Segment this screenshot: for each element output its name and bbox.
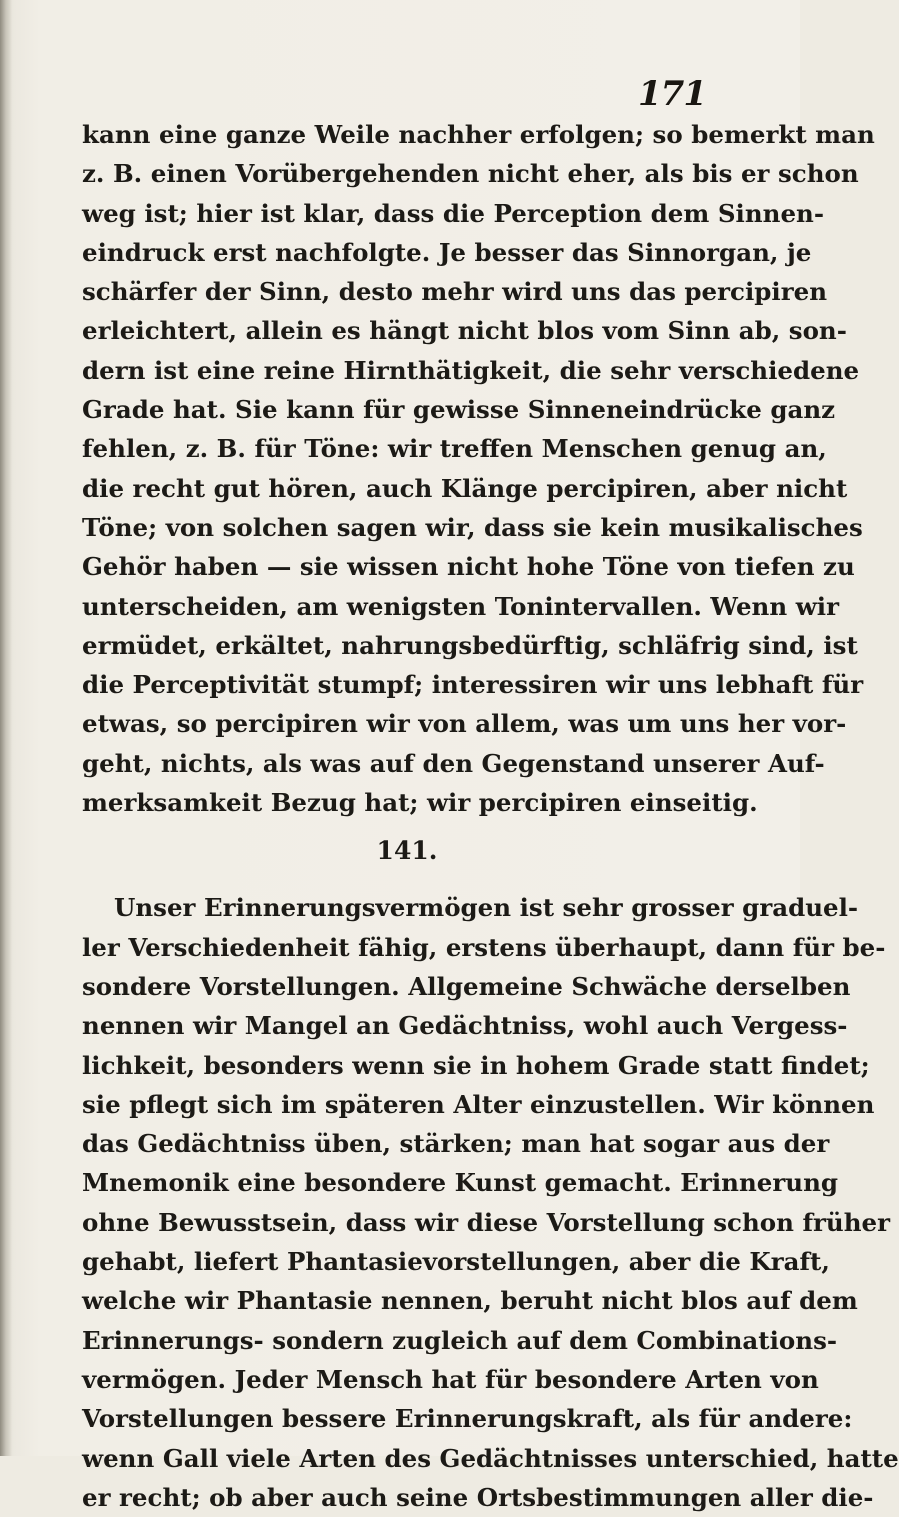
text-line: weg ist; hier ist klar, dass die Perception dem Sinnen- <box>82 198 825 228</box>
text-line: erleichtert, allein es hängt nicht blos vom Sinn ab, son- <box>82 316 847 346</box>
text-line: ler Verschiedenheit fähig, erstens überhaupt, dann für be- <box>82 932 886 962</box>
text-line: Töne; von solchen sagen wir, dass sie kein musikalisches <box>82 512 863 542</box>
text-line: wenn Gall viele Arten des Gedächtnisses unterschied, hatte <box>82 1443 899 1473</box>
text-line: z. B. einen Vorübergehenden nicht eher, als bis er schon <box>82 159 859 189</box>
text-line: Grade hat. Sie kann für gewisse Sinneneindrücke ganz <box>82 395 836 425</box>
text-line: die Perceptivität stumpf; interessiren wir uns lebhaft für <box>82 670 864 700</box>
text-line: Unser Erinnerungsvermögen ist sehr grosser graduel- <box>114 893 859 923</box>
heading-spacer <box>82 880 722 888</box>
text-line: ermüdet, erkältet, nahrungsbedürftig, schläfrig sind, ist <box>82 630 858 660</box>
text-line: welche wir Phantasie nennen, beruht nicht blos auf dem <box>82 1286 858 1316</box>
text-line: etwas, so percipiren wir von allem, was um uns her vor- <box>82 709 847 739</box>
text-line: geht, nichts, als was auf den Gegenstand unserer Auf- <box>82 748 825 778</box>
text-line: ohne Bewusstsein, dass wir diese Vorstellung schon früher <box>82 1207 891 1237</box>
paragraph-2 <box>82 888 899 1517</box>
text-line: Mnemonik eine besondere Kunst gemacht. Erinnerung <box>82 1168 839 1198</box>
text-line: die recht gut hören, auch Klänge percipiren, aber nicht <box>82 473 848 503</box>
text-line: das Gedächtniss üben, stärken; man hat sogar aus der <box>82 1129 830 1159</box>
text-line: sie pflegt sich im späteren Alter einzustellen. Wir können <box>82 1089 875 1119</box>
text-line: lichkeit, besonders wenn sie in hohem Grade statt findet; <box>82 1050 870 1080</box>
text-line: schärfer der Sinn, desto mehr wird uns das percipiren <box>82 277 828 307</box>
text-line: eindruck erst nachfolgte. Je besser das Sinnorgan, je <box>82 237 812 267</box>
text-line: unterscheiden, am wenigsten Tonintervallen. Wenn wir <box>82 591 839 621</box>
page-number: 171 <box>638 74 706 114</box>
text-line: sondere Vorstellungen. Allgemeine Schwäche derselben <box>82 971 851 1001</box>
text-line: Vorstellungen bessere Erinnerungskraft, als für andere: <box>82 1404 853 1434</box>
body-text <box>82 115 899 1517</box>
text-line: Erinnerungs- sondern zugleich auf dem Combinations- <box>82 1325 838 1355</box>
text-line: fehlen, z. B. für Töne: wir treffen Menschen genug an, <box>82 434 827 464</box>
text-line: vermögen. Jeder Mensch hat für besondere Arten von <box>82 1364 819 1394</box>
text-line: gehabt, liefert Phantasievorstellungen, aber die Kraft, <box>82 1247 830 1277</box>
text-line: er recht; ob aber auch seine Ortsbestimmungen aller die- <box>82 1482 874 1512</box>
text-line: merksamkeit Bezug hat; wir percipiren einseitig. <box>82 788 758 818</box>
paragraph-1 <box>82 115 875 822</box>
section-number-heading: 141. <box>376 836 438 866</box>
text-line: Gehör haben — sie wissen nicht hohe Töne von tiefen zu <box>82 552 855 582</box>
page-binding-shadow <box>0 0 12 1456</box>
text-line: nennen wir Mangel an Gedächtniss, wohl auch Vergess- <box>82 1011 848 1041</box>
text-line: kann eine ganze Weile nachher erfolgen; so bemerkt man <box>82 120 875 149</box>
text-line: dern ist eine reine Hirnthätigkeit, die sehr verschiedene <box>82 355 860 385</box>
